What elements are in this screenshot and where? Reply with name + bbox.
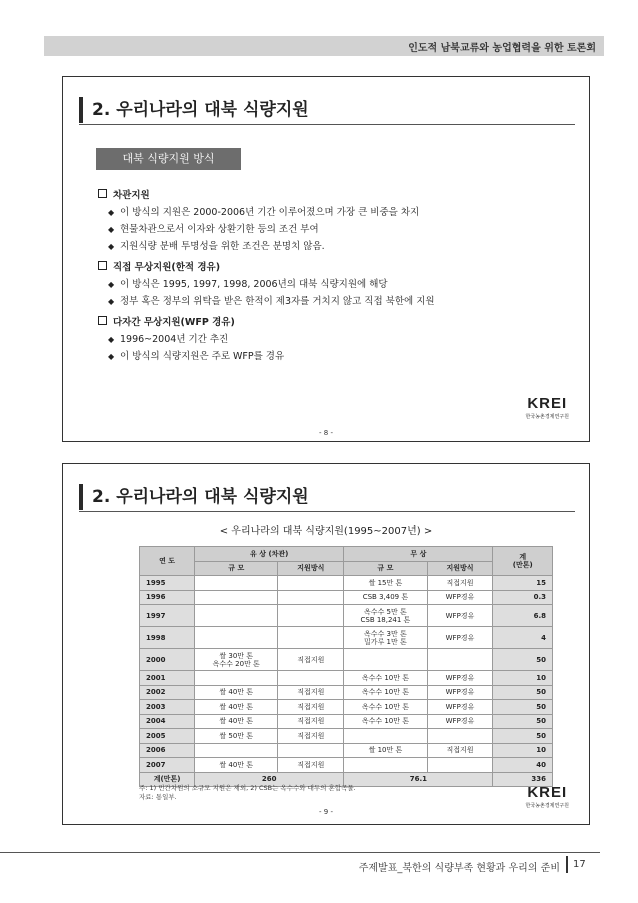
footer-divider [0,852,600,853]
header-loan: 유 상 (차관) [195,547,344,562]
slide-page-number: - 8 - [319,429,333,437]
page-number: 17 [573,859,586,870]
checkbox-square-icon [98,189,107,198]
bullet-item: ◆ 이 방식의 식량지원은 주로 WFP를 경유 [98,348,568,365]
table-row: 1998 옥수수 3만 톤 밀가루 1만 톤 WFP경유 4 [140,627,553,649]
diamond-bullet-icon: ◆ [108,208,115,217]
table-row: 2006 쌀 10만 톤 직접지원 10 [140,743,553,758]
footer-title: 주제발표_북한의 식량부족 현황과 우리의 준비 [358,863,560,874]
slide-content [98,183,568,365]
diamond-bullet-icon: ◆ [108,297,115,306]
title-underline [79,511,575,512]
bullet-item: ◆ 1996~2004년 기간 추진 [98,331,568,348]
header-title: 인도적 남북교류와 농업협력을 위한 토론회 [408,43,596,54]
header-total: 계 (만톤) [493,547,553,576]
header-year: 연 도 [140,547,195,576]
table-row: 2002 쌀 40만 톤 직접지원 옥수수 10만 톤 WFP경유 50 [140,685,553,700]
table-caption: < 우리나라의 대북 식량지원(1995~2007년) > [219,526,433,537]
header-grant: 무 상 [344,547,493,562]
diamond-bullet-icon: ◆ [108,242,115,251]
table-row: 2005 쌀 50만 톤 직접지원 50 [140,729,553,744]
header-bar [44,36,604,56]
table-row: 2007 쌀 40만 톤 직접지원 40 [140,758,553,773]
footer-separator [566,856,568,873]
slide-title: 2. 우리나라의 대북 식량지원 [79,484,309,510]
krei-logo: KREI 한국농촌경제연구원 [525,395,569,420]
section-direct [98,259,568,310]
table-row: 2001 옥수수 10만 톤 WFP경유 10 [140,671,553,686]
checkbox-square-icon [98,316,107,325]
food-aid-table [139,546,553,787]
table-row: 1995 쌀 15만 톤 직접지원 15 [140,576,553,591]
title-underline [79,124,575,125]
section-heading: 다자간 무상지원(WFP 경유) [113,317,235,328]
table-row: 2003 쌀 40만 톤 직접지원 옥수수 10만 톤 WFP경유 50 [140,700,553,715]
diamond-bullet-icon: ◆ [108,225,115,234]
section-wfp [98,314,568,365]
header-loan-scale: 규 모 [195,561,278,576]
table-row: 1997 옥수수 5만 톤 CSB 18,241 톤 WFP경유 6.8 [140,605,553,627]
bullet-item: ◆ 지원식량 분배 투명성을 위한 조건은 분명치 않음. [98,238,568,255]
section-heading: 직접 무상지원(한적 경유) [113,262,221,273]
bullet-item: ◆ 이 방식은 1995, 1997, 1998, 2006년의 대북 식량지원에 해당 [98,276,568,293]
bullet-item: ◆ 이 방식의 지원은 2000-2006년 기간 이루어졌으며 가장 큰 비중을 차지 [98,204,568,221]
table-row: 2000 쌀 30만 톤 옥수수 20만 톤 직접지원 50 [140,649,553,671]
table-notes: 주: 1) 민간차원의 소규모 지원은 제외, 2) CSB는 옥수수와 대두의 혼합곡물. 자료: 통일부. [139,784,356,801]
slide-9 [62,463,590,825]
bullet-item: ◆ 정부 혹은 정부의 위탁을 받은 한적이 제3자를 거치지 않고 직접 북한에 지원 [98,293,568,310]
diamond-bullet-icon: ◆ [108,352,115,361]
krei-logo: KREI 한국농촌경제연구원 [525,784,569,809]
slide-title: 2. 우리나라의 대북 식량지원 [79,97,309,123]
slide-8 [62,76,590,442]
diamond-bullet-icon: ◆ [108,280,115,289]
table-total-row: 계(만톤) 260 76.1 336 [140,772,553,787]
table-row: 1996 CSB 3,409 톤 WFP경유 0.3 [140,590,553,605]
section-loan [98,187,568,255]
header-grant-scale: 규 모 [344,561,427,576]
table-row: 2004 쌀 40만 톤 직접지원 옥수수 10만 톤 WFP경유 50 [140,714,553,729]
section-box-label: 대북 식량지원 방식 [96,148,241,170]
header-loan-method: 지원방식 [278,561,344,576]
section-heading: 차관지원 [113,190,150,201]
header-grant-method: 지원방식 [427,561,493,576]
bullet-item: ◆ 현물차관으로서 이자와 상환기한 등의 조건 부여 [98,221,568,238]
checkbox-square-icon [98,261,107,270]
diamond-bullet-icon: ◆ [108,335,115,344]
slide-page-number: - 9 - [319,808,333,816]
